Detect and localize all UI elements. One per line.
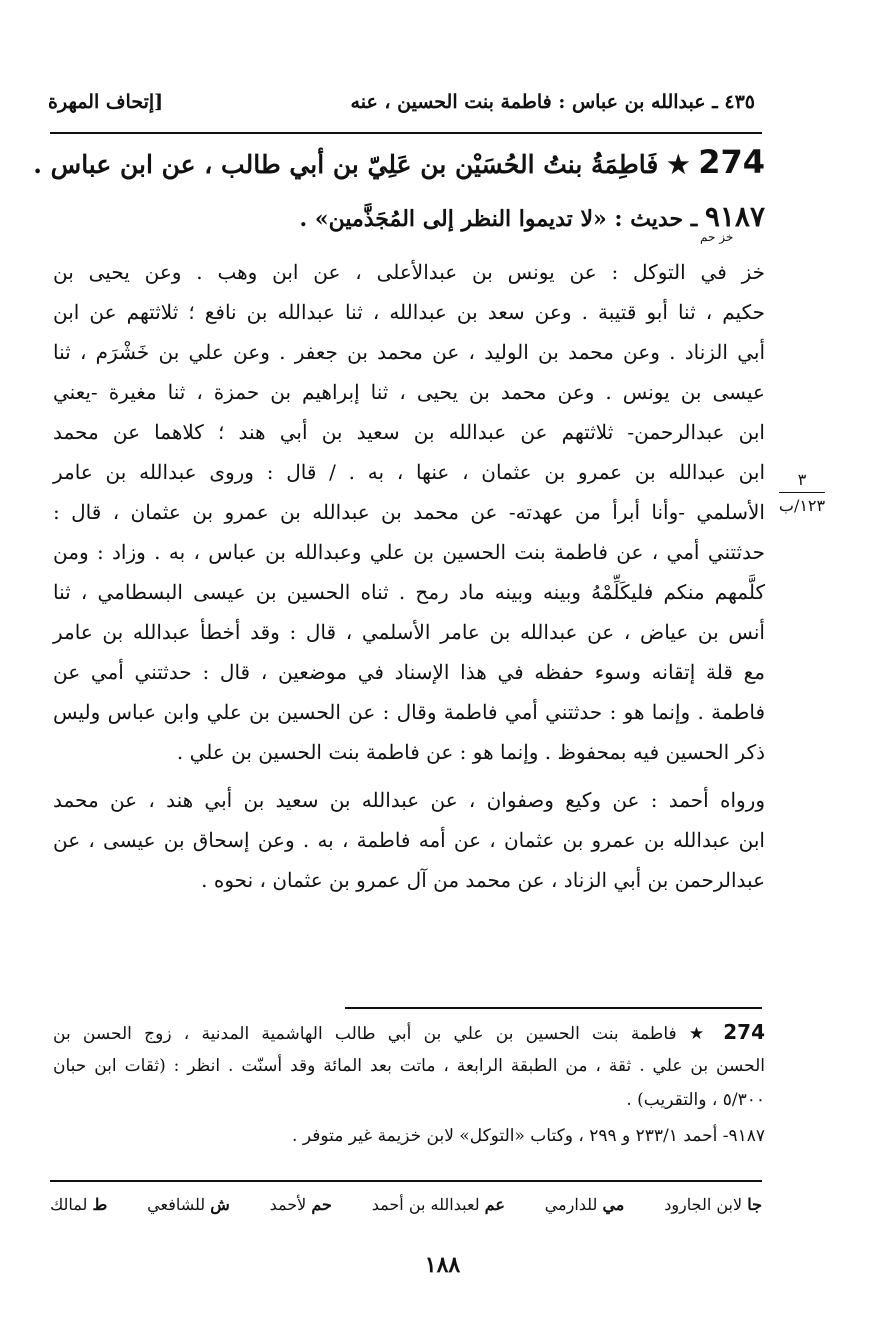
entry-heading [33,143,765,181]
header-rule [50,132,762,134]
body-line: ابن عبدالله بن عمرو بن عثمان ، عنها ، به . / قال : وروى عبدالله بن عامر [53,460,766,484]
footnote-line [53,1015,765,1049]
body-line: حكيم ، ثنا أبو قتيبة . وعن سعد بن عبدالله ، ثنا عبدالله بن نافع ؛ ثلاثتهم عن ابن [53,300,765,324]
footnote-line: ٩١٨٧- أحمد ٢٣٣/١ و ٢٩٩ ، وكتاب «التوكل» لابن خزيمة غير متوفر . [292,1126,765,1146]
abbrev-item: حم لأحمد [269,1195,332,1214]
body-line: أنس بن عياض ، عن عبدالله بن عامر الأسلمي ، قال : وقد أخطأ عبدالله بن عامر [53,620,765,644]
star-icon: ★ [667,150,690,179]
page-number: ١٨٨ [424,1252,461,1278]
hadith-source-abbrevs: خز حم [700,230,734,244]
entry-number: 274 [698,143,765,181]
body-line: أبي الزناد . وعن محمد بن الوليد ، عن محمد بن جعفر . وعن علي بن خَشْرَم ، ثنا [53,340,765,364]
body-line: عبدالرحمن بن أبي الزناد ، عن محمد من آل عمرو بن عثمان ، نحوه . [201,868,765,892]
manuscript-folio-note [772,470,832,515]
footnote-line: ٥/٣٠٠ ، والتقريب) . [626,1090,765,1110]
star-icon: ★ [688,1024,711,1044]
body-line: فاطمة . وإنما هو : حدثتني أمي فاطمة وقال : عن الحسين بن علي وابن عباس وليس [53,700,765,724]
entry-name: فَاطِمَةُ بنتُ الحُسَيْن بن عَلِيّ بن أبي طالب ، عن ابن عباس . [33,150,659,179]
abbreviations-rule [50,1180,762,1182]
footnote-entry-number: 274 [723,1020,766,1044]
body-line: مع قلة إتقانه وسوء حفظه في هذا الإسناد في موضعين ، قال : حدثتني أمي عن [53,660,766,684]
footnote-rule [345,1007,762,1009]
hadith-heading [65,200,765,233]
abbreviations-key [50,1195,762,1214]
abbrev-item: مي للدارمي [544,1195,625,1214]
body-line: ابن عبدالله بن عمرو بن عثمان ، عن أمه فاطمة ، به . وعن إسحاق بن عيسى ، عن [53,828,765,852]
body-line: الأسلمي -وأنا أبرأ من عهدته- عن محمد بن عبدالله بن عمرو بن عثمان ، قال : [53,500,765,524]
abbrev-item: جا لابن الجارود [664,1195,762,1214]
body-line: ابن عبدالرحمن- ثلاثتهم عن عبدالله بن سعيد بن أبي هند ؛ كلاهما عن محمد [53,420,765,444]
body-line: ورواه أحمد : عن وكيع وصفوان ، عن عبدالله بن سعيد بن أبي هند ، عن محمد [53,788,765,812]
body-line: ذكر الحسين فيه بمحفوظ . وإنما هو : عن فاطمة بنت الحسين بن علي . [176,740,765,764]
abbrev-item: ط لمالك [50,1195,108,1214]
hadith-number: ٩١٨٧ [704,200,765,233]
abbrev-item: عم لعبدالله بن أحمد [371,1195,505,1214]
body-line: حدثتني أمي ، عن فاطمة بنت الحسين بن علي وعبدالله بن عباس ، به . وزاد : ومن [53,540,765,564]
body-line: كلَّمهم منكم فليكَلِّمْهُ وبينه وبينه ماد رمح . ثناه الحسين بن عيسى البسطامي ، ثنا [53,580,765,604]
folio-ref: ١٢٣/ب [778,496,826,515]
body-line: عيسى بن يونس . وعن محمد بن يحيى ، ثنا إبراهيم بن حمزة ، ثنا مغيرة -يعني [53,380,765,404]
running-header-book: [إتحاف المهرة [48,91,164,113]
running-header-title: ٤٣٥ ـ عبدالله بن عباس : فاطمة بنت الحسين ، عنه [350,91,755,113]
folio-divider [779,492,825,493]
folio-number: ٣ [797,470,807,489]
body-line: خز في التوكل : عن يونس بن عبدالأعلى ، عن ابن وهب . وعن يحيى بن [53,260,765,284]
abbrev-item: ش للشافعي [147,1195,230,1214]
hadith-text: ـ حديث : «لا تديموا النظر إلى المُجَذَّمين» . [299,206,698,232]
footnote-line: الحسن بن علي . ثقة ، من الطبقة الرابعة ، ماتت بعد المائة وقد أسنّت . انظر : (ثقات ابن حبان [53,1056,765,1076]
footnote-text: فاطمة بنت الحسين بن علي بن أبي طالب الهاشمية المدنية ، زوج الحسن بن [53,1024,677,1044]
